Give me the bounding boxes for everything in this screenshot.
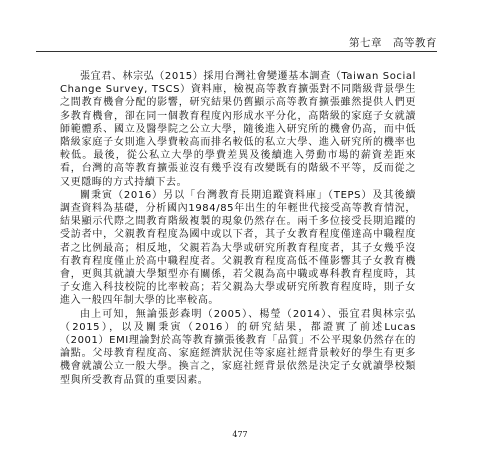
paragraph-3: 由上可知，無論張彭森明（2005）、楊瑩（2014）、張宜君與林宗弘（2015），以及關秉寅（2016）的研究結果，都證實了前述Lucas（2001）EMI理論對於高等教育擴張後教育「品質」不公平現象仍然存在的論點。父母教育程度高、家庭經濟狀況佳等家庭社經背景較好的學生有更多機會就讀公立一般大學。換言之，家庭社經背景依然是決定子女就讀學校類型與所受教育品質的重要因素。 — [60, 308, 416, 386]
body-text — [60, 70, 416, 387]
page-number: 477 — [232, 430, 248, 439]
paragraph-2: 關秉寅（2016）另以「台灣教育長期追蹤資料庫」（TEPS）及其後續調查資料為基礎，分析國內1984/85年出生的年輕世代接受高等教育情況，結果顯示代際之間教育階級複製的現象仍然存在。兩千多位接受長期追蹤的受訪者中，父親教育程度為國中或以下者，其子女教育程度僅達高中職程度者之比例最高；相反地，父親若為大學或研究所教育程度者，其子女幾乎沒有教育程度僅止於高中職程度者。父親教育程度高低不僅影響其子女教育機會，更與其就讀大學類型亦有關係，若父親為高中職或專科教育程度時，其子女進入科技校院的比率較高；若父親為大學或研究所教育程度時，則子女進入一般四年制大學的比率較高。 — [60, 189, 416, 307]
paragraph-1: 張宜君、林宗弘（2015）採用台灣社會變遷基本調查（Taiwan Social Change Survey, TSCS）資料庫，檢視高等教育擴張對不同階級背景學生之間教育機會分配的影響，研究結果仍舊顯示高等教育擴張雖然提供人們更多教育機會，卻在同一個教育程度內形成水平分化，高階級的家庭子女就讀師範體系、國立及醫學院之公立大學，隨後進入研究所的機會仍高，而中低階級家庭子女則進入學費較高而排名較低的私立大學、進入研究所的機率也較低。最後，從公私立大學的學費差異及後續進入勞動市場的薪資差距來看，台灣的高等教育擴張並沒有幾乎沒有改變既有的階級不平等，反而從之又更隱晦的方式持續下去。 — [60, 71, 416, 188]
header-rule — [36, 51, 437, 52]
running-head: 第七章 高等教育 — [349, 37, 437, 49]
